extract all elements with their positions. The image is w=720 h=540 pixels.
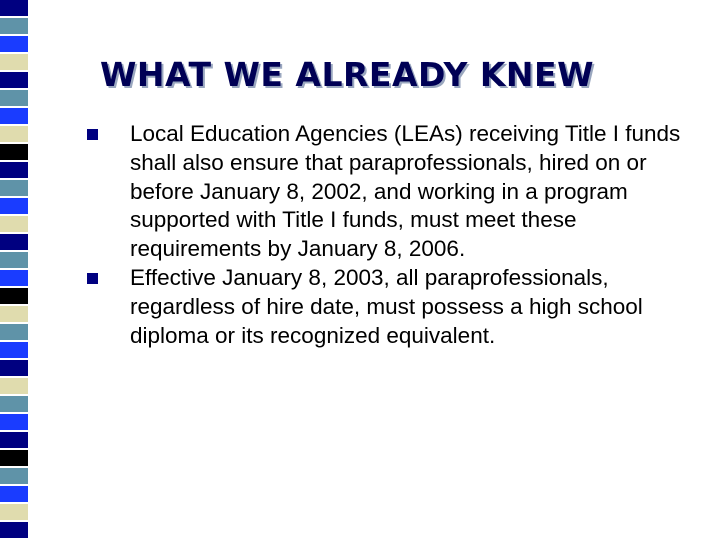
decorative-stripe (0, 234, 28, 252)
decorative-stripe (0, 324, 28, 342)
decorative-stripe (0, 90, 28, 108)
bullet-list (87, 120, 712, 350)
decorative-stripe (0, 450, 28, 468)
decorative-stripe (0, 108, 28, 126)
decorative-stripe (0, 360, 28, 378)
decorative-stripe (0, 342, 28, 360)
decorative-stripe (0, 54, 28, 72)
decorative-stripe (0, 72, 28, 90)
decorative-stripe (0, 522, 28, 540)
decorative-stripe (0, 162, 28, 180)
decorative-stripe (0, 468, 28, 486)
decorative-stripe (0, 270, 28, 288)
decorative-stripe (0, 378, 28, 396)
decorative-stripe (0, 126, 28, 144)
decorative-stripe-bar (0, 0, 28, 540)
decorative-stripe (0, 288, 28, 306)
decorative-stripe (0, 504, 28, 522)
slide-title: WHAT WE ALREADY KNEW (100, 55, 594, 94)
decorative-stripe (0, 180, 28, 198)
decorative-stripe (0, 486, 28, 504)
decorative-stripe (0, 306, 28, 324)
decorative-stripe (0, 198, 28, 216)
bullet-item (87, 120, 712, 264)
decorative-stripe (0, 0, 28, 18)
decorative-stripe (0, 18, 28, 36)
decorative-stripe (0, 252, 28, 270)
bullet-text: Effective January 8, 2003, all paraprofessionals, regardless of hire date, must possess a high school diploma or its recognized equivalent. (130, 264, 643, 348)
decorative-stripe (0, 432, 28, 450)
decorative-stripe (0, 414, 28, 432)
decorative-stripe (0, 36, 28, 54)
decorative-stripe (0, 216, 28, 234)
square-bullet-icon (87, 129, 98, 140)
bullet-text: Local Education Agencies (LEAs) receiving Title I funds shall also ensure that paraprofessionals, hired on or before January 8, 2002, and working in a program supported with Title I funds, must meet these requirements by January 8, 2006. (130, 121, 681, 262)
decorative-stripe (0, 396, 28, 414)
decorative-stripe (0, 144, 28, 162)
square-bullet-icon (87, 273, 98, 284)
bullet-item (87, 264, 712, 350)
